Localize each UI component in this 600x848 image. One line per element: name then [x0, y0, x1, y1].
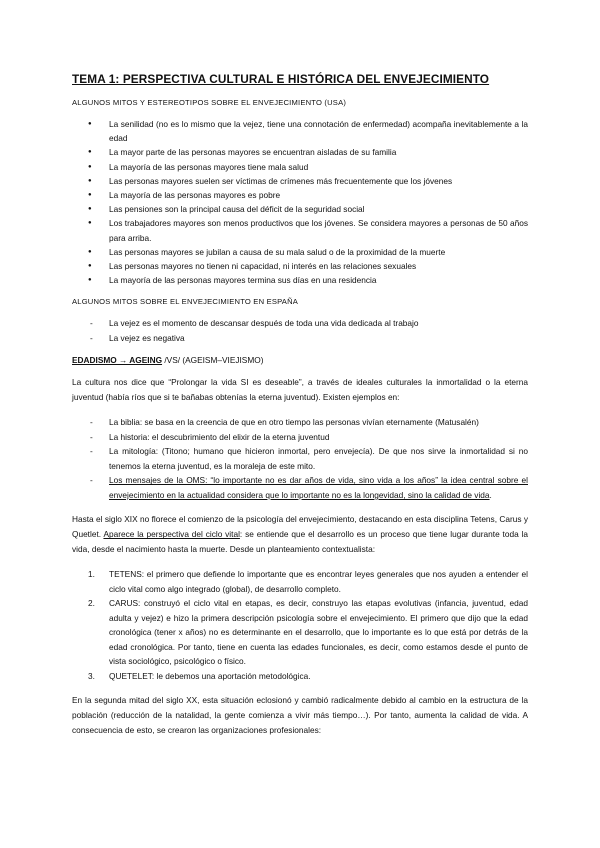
list-item: - La vejez es negativa: [72, 331, 528, 346]
list-item: - La historia: el descubrimiento del elixir de la eterna juventud: [72, 430, 528, 445]
list-item: ● Los trabajadores mayores son menos productivos que los jóvenes. Se considera mayores a personas de 50 años para arriba.: [72, 216, 528, 244]
list-item: ● La mayoría de las personas mayores tiene mala salud: [72, 160, 528, 174]
list-item: - La vejez es el momento de descansar después de toda una vida dedicada al trabajo: [72, 316, 528, 331]
list-item-text: QUETELET: le debemos una aportación metodológica.: [109, 670, 311, 681]
history-paragraph-1: [72, 512, 528, 557]
authors-numbered-list: [72, 567, 528, 683]
edadismo-heading-bold: EDADISMO → AGEING: [72, 355, 163, 366]
page-title: TEMA 1: PERSPECTIVA CULTURAL E HISTÓRICA DEL ENVEJECIMIENTO: [72, 72, 490, 86]
oms-underlined-text: Los mensajes de la OMS: “lo importante no es dar años de vida, sino vida a los años” la idea central sobre el envejecimiento en la actualidad considera que lo importante no es la longevidad, sino la calidad de vida: [109, 475, 528, 500]
section-heading-spain: ALGUNOS MITOS SOBRE EL ENVEJECIMIENTO EN ESPAÑA: [72, 297, 299, 307]
history-p1-end: : se entiende que el desarrollo es un proceso que tiene lugar durante toda la vida, desde el nacimiento hasta la muerte. Desde un planteamiento contextualista:: [72, 529, 528, 555]
history-p1-underlined: Aparece la perspectiva del ciclo vital: [103, 529, 240, 540]
list-item-oms: [72, 473, 528, 502]
list-item: ● Las pensiones son la principal causa del déficit de la seguridad social: [72, 202, 528, 216]
list-item: - La mitología: (Titono; humano que hicieron inmortal, pero envejecía). De que nos sirve la inmortalidad si no tenemos la eterna juventud, es la moraleja de este mito.: [72, 444, 528, 473]
edadismo-intro: La cultura nos dice que “Prolongar la vida SI es deseable”, a través de ideales culturales la inmortalidad o la eterna juventud (había ríos que si te bañabas obtenías la eterna juventud). Existen ejemplos en:: [72, 377, 528, 403]
list-item: ● La mayoría de las personas mayores es pobre: [72, 188, 528, 202]
section-heading-usa: ALGUNOS MITOS Y ESTEREOTIPOS SOBRE EL ENVEJECIMIENTO (USA): [72, 98, 347, 107]
list-item: ● La senilidad (no es lo mismo que la vejez, tiene una connotación de enfermedad) acompaña inevitablemente a la edad: [72, 117, 528, 145]
list-number: 2.: [88, 598, 95, 609]
edadismo-heading-rest: /VS/ (AGEISM–VIEJISMO): [162, 355, 264, 366]
list-item-text: TETENS: el primero que defiende lo importante que es encontrar leyes generales que nos ayuden a entender el ciclo vital como algo integrado (global), de desarrollo completo.: [109, 569, 528, 594]
list-item: [72, 669, 528, 684]
edadismo-heading: [72, 355, 528, 365]
list-item-text: CARUS: construyó el ciclo vital en etapas, es decir, construyo las etapas evolutivas (infancia, juventud, edad adulta y vejez) e hizo la primera descripción psicología sobre el envejecimiento. El primero que dijo que la edad cronológica (tener x años) no es determinante en el desarrollo, que lo importante es lo que está por detrás de la edad cronológica. Por tanto, tiene en cuenta las edades funcionales, es decir, como estamos desde el punto de vista sociológico, psicológico o físico.: [109, 598, 528, 667]
spain-myths-list: [72, 316, 528, 345]
list-item: [72, 596, 528, 669]
edadismo-examples-list: [72, 415, 528, 502]
list-item: - La biblia: se basa en la creencia de que en otro tiempo las personas vivían eternamente (Matusalén): [72, 415, 528, 430]
history-paragraph-2: En la segunda mitad del siglo XX, esta situación eclosionó y cambió radicalmente debido al cambio en la estructura de la población (reducción de la natalidad, la gente comienza a vivir más tiempo…). Por tanto, aumenta la calidad de vida. A consecuencia de esto, se crearon las organizaciones profesionales:: [72, 695, 528, 736]
usa-myths-list: [72, 117, 528, 287]
list-item: ● Las personas mayores no tienen ni capacidad, ni interés en las relaciones sexuales: [72, 259, 528, 273]
list-item: [72, 567, 528, 596]
list-number: 1.: [88, 569, 95, 580]
list-item: ● La mayoría de las personas mayores termina sus días en una residencia: [72, 273, 528, 287]
list-number: 3.: [88, 670, 95, 681]
history-p1-start: Hasta el siglo XIX no florece el comienzo de la psicología del envejecimiento, destacando en esta disciplina Tetens, Carus y Quetlet.: [72, 514, 528, 540]
oms-end: .: [489, 489, 492, 500]
list-item: ● Las personas mayores se jubilan a causa de su mala salud o de la proximidad de la muerte: [72, 245, 528, 259]
list-item: ● Las personas mayores suelen ser víctimas de crímenes más frecuentemente que los jóvenes: [72, 174, 528, 188]
list-item: ● La mayor parte de las personas mayores se encuentran aisladas de su familia: [72, 145, 528, 159]
